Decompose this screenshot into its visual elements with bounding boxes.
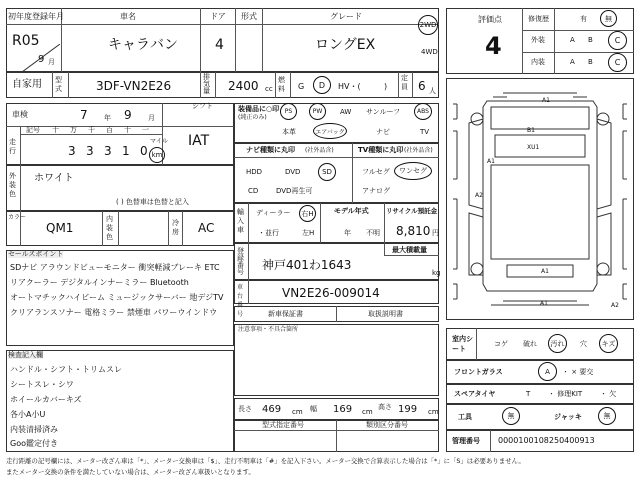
max-load-label: 最大積載量 bbox=[392, 246, 427, 254]
shift-label: シフト bbox=[192, 102, 213, 110]
interior-color-label: 内装色 bbox=[106, 215, 113, 241]
navi-cd: CD bbox=[248, 187, 259, 195]
manual-label: 取扱説明書 bbox=[368, 310, 403, 318]
inspector-line: ホイールカバーキズ bbox=[10, 395, 82, 404]
inspection-year-unit: 年 bbox=[104, 114, 111, 122]
navi-sub: (社外品含) bbox=[305, 147, 334, 154]
sales-point-line: リアクーラー デジタルインナーミラー Bluetooth bbox=[10, 278, 189, 287]
mileage-digit: 3 bbox=[86, 144, 94, 158]
equip-leather: 本革 bbox=[282, 128, 296, 136]
car-name-label: 車名 bbox=[120, 12, 136, 21]
equip-sunroof: サンルーフ bbox=[366, 108, 401, 116]
spare-t: T bbox=[526, 390, 531, 398]
damage-label: A2 bbox=[611, 302, 619, 309]
footer-line: またメーター交換の条件を満たしていない場合は、メーター改ざん車扱いとなります。 bbox=[6, 468, 255, 476]
spare-missing: ・ 欠 bbox=[600, 390, 617, 398]
model-year-label: モデル年式 bbox=[334, 207, 369, 215]
interior-grade-b: B bbox=[588, 58, 593, 66]
management-label: 管理番号 bbox=[452, 437, 480, 445]
height-label: 高さ bbox=[378, 403, 392, 411]
equipment-sub: (純正のみ) bbox=[238, 114, 267, 121]
glass-label: フロントガラス bbox=[454, 368, 503, 376]
fuel-hv-close: ) bbox=[384, 82, 388, 91]
score-value: 4 bbox=[485, 32, 502, 60]
length-cm: cm bbox=[292, 408, 303, 416]
model-label: 形式 bbox=[241, 12, 257, 21]
glass-a-circle: A bbox=[538, 362, 557, 381]
reg-month-unit: 月 bbox=[48, 58, 55, 66]
import-parallel: ・並行 bbox=[258, 229, 279, 237]
fuel-g: G bbox=[298, 82, 305, 91]
damage-diagram bbox=[446, 78, 634, 320]
spare-kit: ・ 修理KIT bbox=[548, 390, 583, 398]
recycle-label: リサイクル預託金 bbox=[386, 207, 438, 215]
mileage-mile-unit: マイル bbox=[150, 138, 168, 145]
navi-dvd-play: DVD再生可 bbox=[276, 187, 313, 195]
door-label: ドア bbox=[210, 12, 226, 21]
mileage-digit: 3 bbox=[104, 144, 112, 158]
damage-label: A1 bbox=[542, 97, 550, 104]
exterior-grade-b: B bbox=[588, 36, 593, 44]
fuel-d-circle: D bbox=[313, 76, 331, 94]
notes-block bbox=[234, 324, 439, 396]
equip-aw: AW bbox=[340, 108, 352, 116]
seat-burn: コゲ bbox=[494, 340, 508, 348]
capacity-unit: 人 bbox=[429, 87, 436, 95]
reg-date-label: 初年度登録年月 bbox=[8, 12, 64, 21]
inspection-label: 車検 bbox=[12, 110, 28, 119]
type-row bbox=[6, 72, 439, 98]
length-label: 長さ bbox=[238, 405, 252, 413]
capacity: 6 bbox=[418, 79, 426, 93]
width-cm: cm bbox=[362, 408, 373, 416]
mileage-digit: 0 bbox=[140, 144, 148, 158]
damage-label: XU1 bbox=[527, 144, 540, 151]
max-load-kg: kg bbox=[432, 269, 441, 277]
exterior-note: ( ) 色替車は色替と記入 bbox=[116, 198, 189, 206]
color-code-label: カラー bbox=[8, 214, 27, 221]
seat-tear: 破れ bbox=[523, 340, 537, 348]
recycle-value: 8,810 bbox=[396, 224, 431, 238]
mileage-km-circle: km bbox=[149, 147, 165, 163]
equipment-title: 装備品に○印 bbox=[238, 105, 280, 113]
inspector-line: 内装清掃済み bbox=[10, 425, 58, 434]
recycle-yen: 円 bbox=[432, 229, 439, 237]
import-left-hand: 左H bbox=[302, 229, 315, 237]
import-label: 輸入車 bbox=[237, 208, 244, 234]
tv-title: TV種類に丸印 bbox=[358, 146, 404, 154]
navi-sd: SD bbox=[318, 163, 336, 181]
equip-abs: ABS bbox=[414, 103, 432, 120]
management-value: 0000100108250400913 bbox=[498, 436, 595, 445]
cc-unit: cc bbox=[265, 85, 273, 93]
displacement: 2400 bbox=[228, 79, 259, 93]
inspector-label: 検査記入欄 bbox=[8, 351, 43, 359]
equip-navi: ナビ bbox=[376, 128, 390, 136]
tv-sub: (社外品含) bbox=[404, 147, 433, 154]
footer-line: 走行距離の記号欄には、メーター改ざん車は「*」、メーター交換車は「$」、走行不明車は「#」を記入下さい。メーター交換で合算表示した場合は「*」に「S」は必要ありません。 bbox=[6, 457, 525, 465]
navi-title: ナビ種類に丸印 bbox=[246, 146, 295, 154]
height-cm: cm bbox=[428, 408, 439, 416]
tv-oneseg: ワンセグ bbox=[394, 162, 432, 180]
color-code: QM1 bbox=[46, 221, 74, 235]
ac-value: AC bbox=[198, 221, 215, 235]
interior-grade-label: 内装 bbox=[531, 58, 545, 66]
exterior-grade-label: 外装 bbox=[531, 36, 545, 44]
doors: 4 bbox=[215, 37, 224, 53]
length-value: 469 bbox=[262, 404, 282, 415]
chassis-value: VN2E26-009014 bbox=[282, 286, 380, 300]
height-value: 199 bbox=[398, 404, 418, 415]
inspection-year: 7 bbox=[80, 108, 88, 122]
seat-hole: 穴 bbox=[580, 340, 587, 348]
fuel-label: 燃料 bbox=[278, 76, 285, 93]
exterior-label: 外装色 bbox=[9, 172, 16, 198]
repair-yes: 有 bbox=[580, 15, 587, 23]
damage-label: A1 bbox=[541, 268, 549, 275]
exterior-color: ホワイト bbox=[34, 173, 74, 184]
import-dealer: ディーラー bbox=[256, 209, 291, 217]
drive-2wd-badge: 2WD bbox=[418, 15, 438, 35]
sales-point-line: クリアランスソナー 電格ミラー 禁煙車 パワーウインドウ bbox=[10, 308, 218, 317]
interior-grade-c-circle: C bbox=[608, 53, 627, 72]
exterior-grade-a: A bbox=[570, 36, 575, 44]
equip-ps: PS bbox=[280, 103, 297, 120]
inspection-month-unit: 月 bbox=[148, 114, 155, 122]
jack-label: ジャッキ bbox=[554, 413, 582, 421]
seat-label: 室内シート bbox=[452, 335, 473, 353]
navi-dvd: DVD bbox=[285, 168, 301, 176]
repair-no-circle: 無 bbox=[600, 10, 617, 27]
plate-label: 登録番号 bbox=[237, 247, 244, 276]
glass-replace: ・ × 要交 bbox=[562, 368, 594, 376]
damage-label: B1 bbox=[527, 127, 535, 134]
ac-label: 冷房 bbox=[172, 219, 179, 236]
equip-airbag: エアバック bbox=[313, 123, 347, 139]
chassis-label: 車台番号 bbox=[237, 284, 244, 318]
class-number-label: 類別区分番号 bbox=[366, 421, 408, 429]
width-label: 幅 bbox=[310, 405, 317, 413]
sales-point-line: SDナビ アラウンドビューモニター 衝突軽減ブレーキ ETC bbox=[10, 263, 220, 272]
mileage-digit: 3 bbox=[68, 144, 76, 158]
car-outline-icon bbox=[447, 79, 633, 319]
damage-label: A1 bbox=[487, 158, 495, 165]
sales-point-line: オートマチックハイビーム ミュージックサーバー 地デジTV bbox=[10, 293, 224, 302]
jack-none-circle: 無 bbox=[598, 407, 616, 425]
seat-dirt-circle: 汚れ bbox=[548, 334, 567, 353]
type-value: 3DF-VN2E26 bbox=[96, 79, 172, 93]
model-year-unit: 年 bbox=[344, 229, 351, 237]
equip-pw: PW bbox=[309, 103, 326, 120]
tools-label: 工具 bbox=[458, 413, 472, 421]
inspector-line: ハンドル・シフト・トリムスレ bbox=[10, 365, 122, 374]
damage-label: A2 bbox=[475, 192, 483, 199]
navi-hdd: HDD bbox=[246, 168, 263, 176]
fuel-hv: HV・( bbox=[338, 82, 361, 91]
damage-label: A1 bbox=[540, 300, 548, 307]
tools-none-circle: 無 bbox=[502, 407, 520, 425]
reg-year: R05 bbox=[12, 33, 40, 49]
warranty-label: 新車保証書 bbox=[268, 310, 303, 318]
usage: 自家用 bbox=[12, 79, 42, 90]
exterior-grade-c-circle: C bbox=[608, 31, 627, 50]
type-number-label: 型式指定番号 bbox=[262, 421, 304, 429]
score-label: 評価点 bbox=[478, 15, 502, 24]
notes-label: 注意事項・不具合箇所 bbox=[238, 326, 299, 333]
displacement-label: 排気量 bbox=[203, 73, 210, 95]
inspector-line: 各小A小U bbox=[10, 410, 46, 419]
tv-fullseg: フルセグ bbox=[362, 168, 390, 176]
spare-label: スペアタイヤ bbox=[454, 390, 496, 398]
repair-label: 修復歴 bbox=[528, 15, 549, 23]
tv-analog: アナログ bbox=[362, 187, 390, 195]
sales-points-label: セールスポイント bbox=[8, 250, 64, 258]
reg-month: 9 bbox=[38, 54, 45, 65]
capacity-label: 定員 bbox=[401, 74, 408, 91]
car-name: キャラバン bbox=[108, 37, 178, 53]
inspector-line: Goo鑑定付き bbox=[10, 439, 58, 448]
drive-4wd: 4WD bbox=[421, 48, 438, 56]
grade-value: ロングEX bbox=[315, 37, 376, 53]
import-right-hand: 右H bbox=[299, 205, 316, 222]
seat-scratch-circle: キズ bbox=[599, 334, 618, 353]
equip-tv: TV bbox=[420, 128, 430, 136]
mileage-label: 走行 bbox=[9, 138, 16, 155]
mileage-digit: 1 bbox=[122, 144, 130, 158]
shift-value: IAT bbox=[188, 133, 210, 149]
interior-grade-a: A bbox=[570, 58, 575, 66]
inspection-month: 9 bbox=[124, 108, 132, 122]
grade-label: グレード bbox=[330, 12, 362, 21]
type-label: 型式 bbox=[55, 76, 62, 93]
model-year-value: 不明 bbox=[366, 229, 380, 237]
width-value: 169 bbox=[333, 404, 353, 415]
plate-value: 神戸401わ1643 bbox=[262, 258, 352, 272]
inspector-line: シートスレ・シワ bbox=[10, 380, 74, 389]
